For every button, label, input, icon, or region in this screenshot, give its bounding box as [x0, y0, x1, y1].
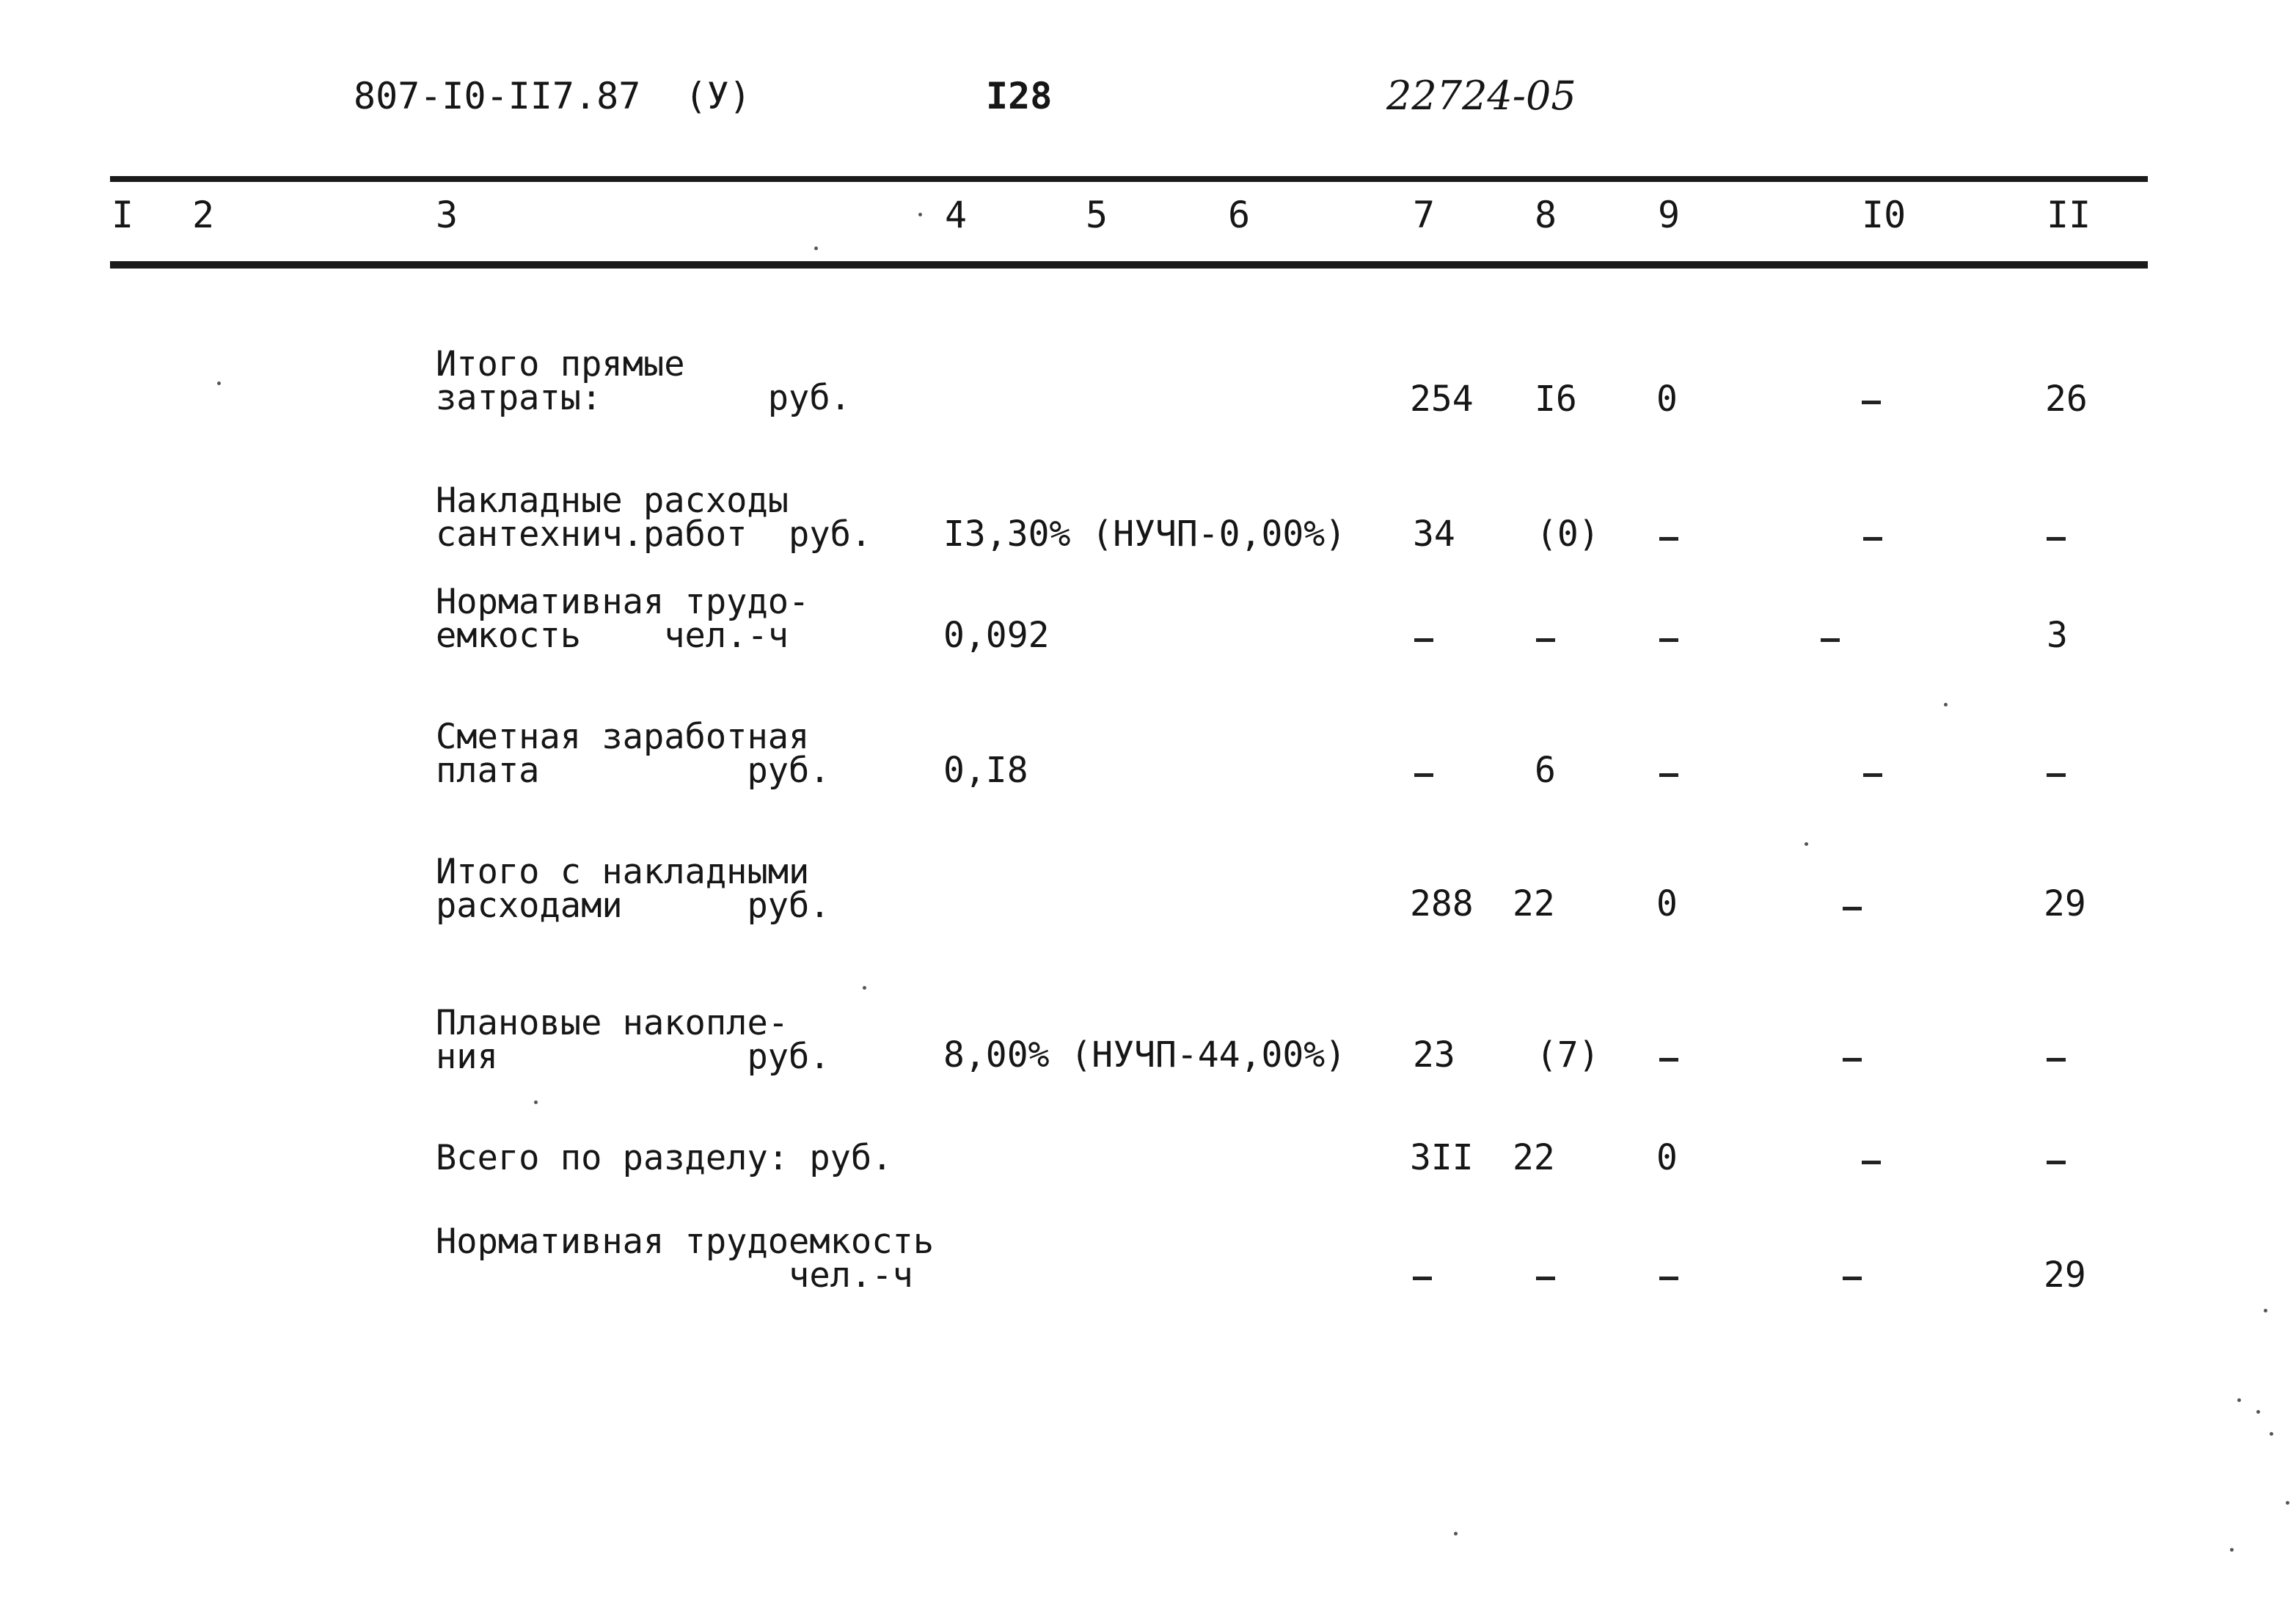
- scan-speck: [2270, 1432, 2273, 1436]
- row-label-line1: Итого с накладными: [436, 852, 810, 892]
- column-header: 9: [1658, 194, 1681, 236]
- cell-col11: 29: [2044, 1255, 2086, 1296]
- column-header: 2: [192, 194, 215, 236]
- column-header: 6: [1228, 194, 1251, 236]
- dash-col10: [1863, 773, 1882, 777]
- column-header: 7: [1413, 194, 1436, 236]
- dash-col7: [1414, 638, 1433, 642]
- dash-col9: [1659, 537, 1678, 541]
- scan-speck: [1805, 842, 1808, 846]
- cell-col9: 0: [1656, 883, 1678, 924]
- dash-col11: [2047, 1161, 2066, 1164]
- dash-col7: [1414, 773, 1433, 777]
- row-label-line1: Всего по разделу: руб.: [436, 1138, 893, 1178]
- row-rate: 0,092: [943, 615, 1050, 656]
- column-header: 4: [945, 194, 968, 236]
- scan-speck: [863, 986, 866, 990]
- column-header: 3: [436, 194, 458, 236]
- scan-speck: [2286, 1501, 2289, 1505]
- row-label-line1: Нормативная трудоемкость: [436, 1222, 935, 1262]
- scan-speck: [217, 381, 221, 385]
- row-label-line2: ния руб.: [436, 1037, 830, 1077]
- dash-col10: [1862, 1161, 1881, 1164]
- cell-col7: 3II: [1410, 1137, 1474, 1178]
- scan-speck: [2256, 1410, 2260, 1414]
- dash-col10: [1862, 401, 1881, 404]
- cell-col11: 3: [2047, 615, 2068, 656]
- dash-col10: [1843, 1277, 1862, 1280]
- dash-col10: [1821, 638, 1840, 642]
- dash-col11: [2047, 1058, 2066, 1062]
- dash-col10: [1843, 1058, 1862, 1062]
- dash-col11: [2047, 537, 2066, 541]
- scan-speck: [2264, 1309, 2267, 1312]
- cell-col9: 0: [1656, 379, 1678, 420]
- row-rate: I3,30% (НУЧП-0,00%): [943, 514, 1347, 555]
- cell-col7: 23: [1413, 1034, 1455, 1076]
- column-header: 8: [1535, 194, 1557, 236]
- page-number: I28: [986, 75, 1053, 117]
- row-label-line2: затраты: руб.: [436, 378, 851, 418]
- row-label-line1: Сметная заработная: [436, 717, 810, 757]
- cell-col7: 288: [1410, 883, 1474, 924]
- cell-col11: 26: [2045, 379, 2088, 420]
- column-header: II: [2047, 194, 2091, 236]
- dash-col10: [1843, 907, 1862, 910]
- dash-col9: [1659, 773, 1678, 777]
- row-rate: 8,00% (НУЧП-44,00%): [943, 1034, 1347, 1076]
- row-label-line1: Плановые накопле-: [436, 1003, 789, 1043]
- cell-col7: 34: [1413, 514, 1455, 555]
- row-label-line2: сантехнич.работ руб.: [436, 514, 872, 555]
- column-header: I0: [1862, 194, 1906, 236]
- dash-col9: [1659, 1058, 1678, 1062]
- cell-col8: (7): [1536, 1034, 1600, 1076]
- scan-speck: [2237, 1398, 2241, 1402]
- table-top-rule: [110, 176, 2148, 182]
- row-label-line2: плата руб.: [436, 751, 830, 791]
- column-header: I: [111, 194, 134, 236]
- scan-speck: [814, 247, 818, 250]
- cell-col7: 254: [1410, 379, 1474, 420]
- document-code: 807-I0-II7.87 (У): [354, 75, 751, 117]
- scan-speck: [1454, 1532, 1458, 1536]
- cell-col8: 22: [1513, 1137, 1555, 1178]
- scan-speck: [1944, 703, 1948, 706]
- row-label-line1: Накладные расходы: [436, 481, 789, 521]
- dash-col8: [1536, 638, 1555, 642]
- dash-col10: [1863, 537, 1882, 541]
- row-label-line2: емкость чел.-ч: [436, 616, 789, 656]
- cell-col9: 0: [1656, 1137, 1678, 1178]
- dash-col9: [1659, 1277, 1678, 1280]
- row-label-line2: расходами руб.: [436, 886, 830, 926]
- cell-col8: 22: [1513, 883, 1555, 924]
- row-rate: 0,I8: [943, 750, 1028, 791]
- row-label-line2: чел.-ч: [436, 1255, 913, 1296]
- cell-col8: I6: [1535, 379, 1577, 420]
- row-label-line1: Нормативная трудо-: [436, 582, 810, 622]
- cell-col8: (0): [1536, 514, 1600, 555]
- dash-col11: [2047, 773, 2066, 777]
- row-label-line1: Итого прямые: [436, 344, 685, 384]
- dash-col7: [1413, 1277, 1432, 1280]
- dash-col8: [1536, 1277, 1555, 1280]
- table-header-rule: [110, 261, 2148, 269]
- scan-speck: [918, 213, 922, 216]
- scan-speck: [534, 1100, 538, 1104]
- scan-speck: [2230, 1548, 2234, 1552]
- column-header: 5: [1086, 194, 1108, 236]
- cell-col11: 29: [2044, 883, 2086, 924]
- cell-col8: 6: [1535, 750, 1556, 791]
- dash-col9: [1659, 638, 1678, 642]
- handwritten-number: 22724-05: [1386, 73, 1576, 119]
